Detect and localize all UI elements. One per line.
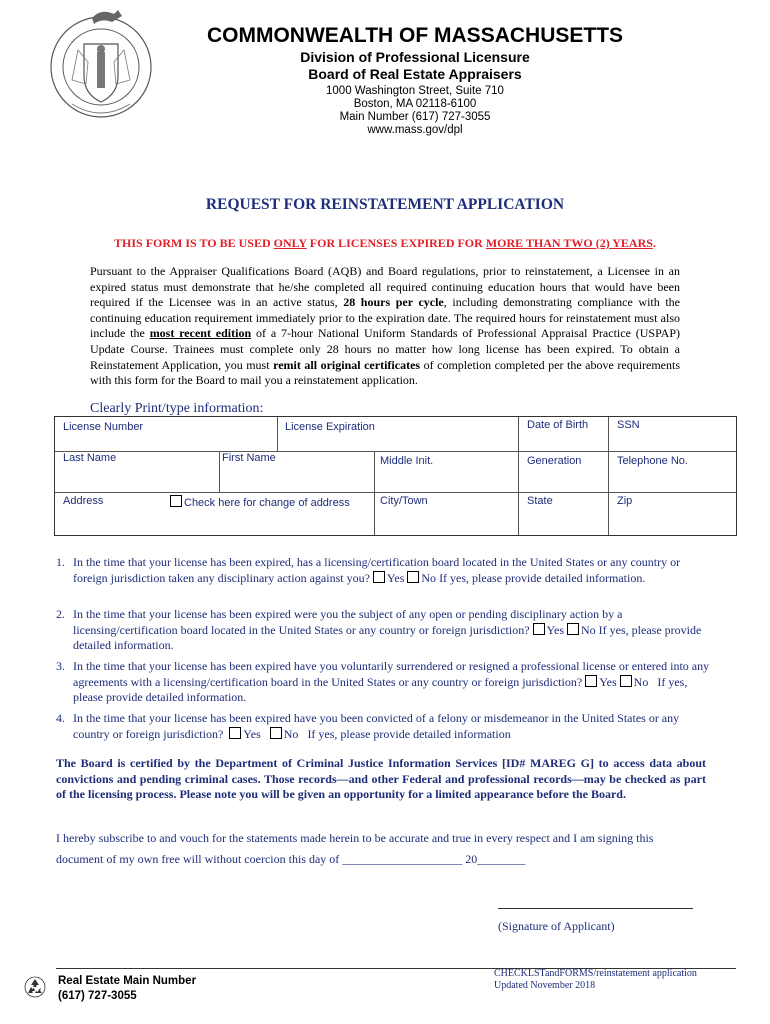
board-name: Board of Real Estate Appraisers [308, 66, 522, 82]
address-field[interactable]: Address [63, 495, 104, 507]
change-of-address-checkbox[interactable] [170, 495, 182, 507]
signature-label: (Signature of Applicant) [498, 919, 615, 933]
website: www.mass.gov/dpl [367, 124, 463, 136]
massachusetts-seal [42, 4, 160, 122]
address-line-street: 1000 Washington Street, Suite 710 [326, 85, 504, 97]
q2-no-checkbox[interactable] [567, 623, 579, 635]
city-town-field[interactable]: City/Town [380, 495, 428, 507]
q2-yes-checkbox[interactable] [533, 623, 545, 635]
question-2: 2. In the time that your license has been expired were you the subject of any open or pending disciplinary action by a licensing/certification board located in the United States or any country or foreign jurisdiction? Yes No If yes, please provide detailed information. [56, 607, 702, 652]
signature-line[interactable] [498, 908, 693, 909]
license-expiration-field[interactable]: License Expiration [285, 421, 375, 433]
recycle-icon [24, 976, 46, 998]
date-of-birth-field[interactable]: Date of Birth [527, 419, 589, 431]
intro-paragraph: Pursuant to the Appraiser Qualifications Board (AQB) and Board regulations, prior to reinstatement, a Licensee in an expired status must demonstrate that he/she completed all required continuing education hours that would have been required if the Licensee was in an active status, 28 hours per cycle, including demonstrating compliance with the continuing education requirement immediately prior to the expiration date. The required hours for reinstatement must also include the most recent edition of a 7-hour National Uniform Standards of Professional Appraisal Practice (USPAP) Update Course. Trainees must complete only 28 hours no matter how long license has been expired. To obtain a Reinstatement Application, you must remit all original certificates of completion completed per the above requirements with this form for the Board to mail you a reinstatement application. [90, 264, 681, 388]
generation-field[interactable]: Generation [527, 455, 582, 467]
q1-no-checkbox[interactable] [407, 571, 419, 583]
change-of-address-option[interactable]: Check here for change of address [167, 495, 372, 509]
applicant-info-table [54, 416, 737, 536]
oath-date-line[interactable]: document of my own free will without coercion this day of ____________________ 20________ [56, 852, 526, 866]
ssn-field[interactable]: SSN [617, 419, 640, 431]
q3-no-checkbox[interactable] [620, 675, 632, 687]
question-4: 4. In the time that your license has been expired have you been convicted of a felony or misdemeanor in the United States or any country or foreign jurisdiction? Yes No If yes, please provide detailed information [56, 711, 680, 741]
footer-document-info [494, 968, 697, 992]
address-line-city: Boston, MA 02118-6100 [353, 98, 477, 110]
usage-notice: THIS FORM IS TO BE USED ONLY FOR LICENSES EXPIRED FOR MORE THAN TWO (2) YEARS. [114, 236, 656, 250]
agency-title: COMMONWEALTH OF MASSACHUSETTS [206, 24, 624, 47]
q4-yes-checkbox[interactable] [229, 727, 241, 739]
question-3: 3. In the time that your license has been expired have you voluntarily surrendered or resigned a professional license or entered into any agreements with a licensing/certification board in the United States or any country or foreign jurisdiction? Yes No If yes, please provide detailed information. [56, 659, 710, 704]
oath-statement: I hereby subscribe to and vouch for the statements made herein to be accurate and true in every respect and I am signing this [56, 831, 654, 845]
footer-updated-date: Updated November 2018 [494, 980, 596, 991]
main-number: Main Number (617) 727-3055 [339, 111, 491, 123]
footer-document-path: CHECKLSTandFORMS/reinstatement application [494, 968, 697, 979]
question-1: 1. In the time that your license has been expired, has a licensing/certification board located in the United States or any country or foreign jurisdiction taken any disciplinary action against you? Yes No If yes, please provide detailed information. [56, 555, 681, 585]
footer-contact [58, 974, 196, 1004]
state-field[interactable]: State [527, 495, 553, 507]
division-name: Division of Professional Licensure [300, 49, 530, 65]
q1-yes-checkbox[interactable] [373, 571, 385, 583]
first-name-field[interactable]: First Name [222, 452, 276, 464]
print-instruction: Clearly Print/type information: [90, 401, 264, 416]
form-title: REQUEST FOR REINSTATEMENT APPLICATION [205, 196, 565, 213]
license-number-field[interactable]: License Number [63, 421, 144, 433]
q4-no-checkbox[interactable] [270, 727, 282, 739]
zip-field[interactable]: Zip [617, 495, 633, 507]
footer-contact-label: Real Estate Main Number [58, 975, 197, 987]
telephone-field[interactable]: Telephone No. [617, 455, 688, 467]
footer-contact-number: (617) 727-3055 [58, 990, 137, 1002]
q3-yes-checkbox[interactable] [585, 675, 597, 687]
middle-initial-field[interactable]: Middle Init. [380, 455, 434, 467]
last-name-field[interactable]: Last Name [63, 452, 117, 464]
cjis-certification-notice: The Board is certified by the Department of Criminal Justice Information Services [ID# MAREG G] to access data about convictions and pending criminal cases. Those records—and other Federal and professional records—may be checked as part of the licensing process. Please note you will be given an opportunity for a limited appearance before the Board. [56, 756, 706, 801]
